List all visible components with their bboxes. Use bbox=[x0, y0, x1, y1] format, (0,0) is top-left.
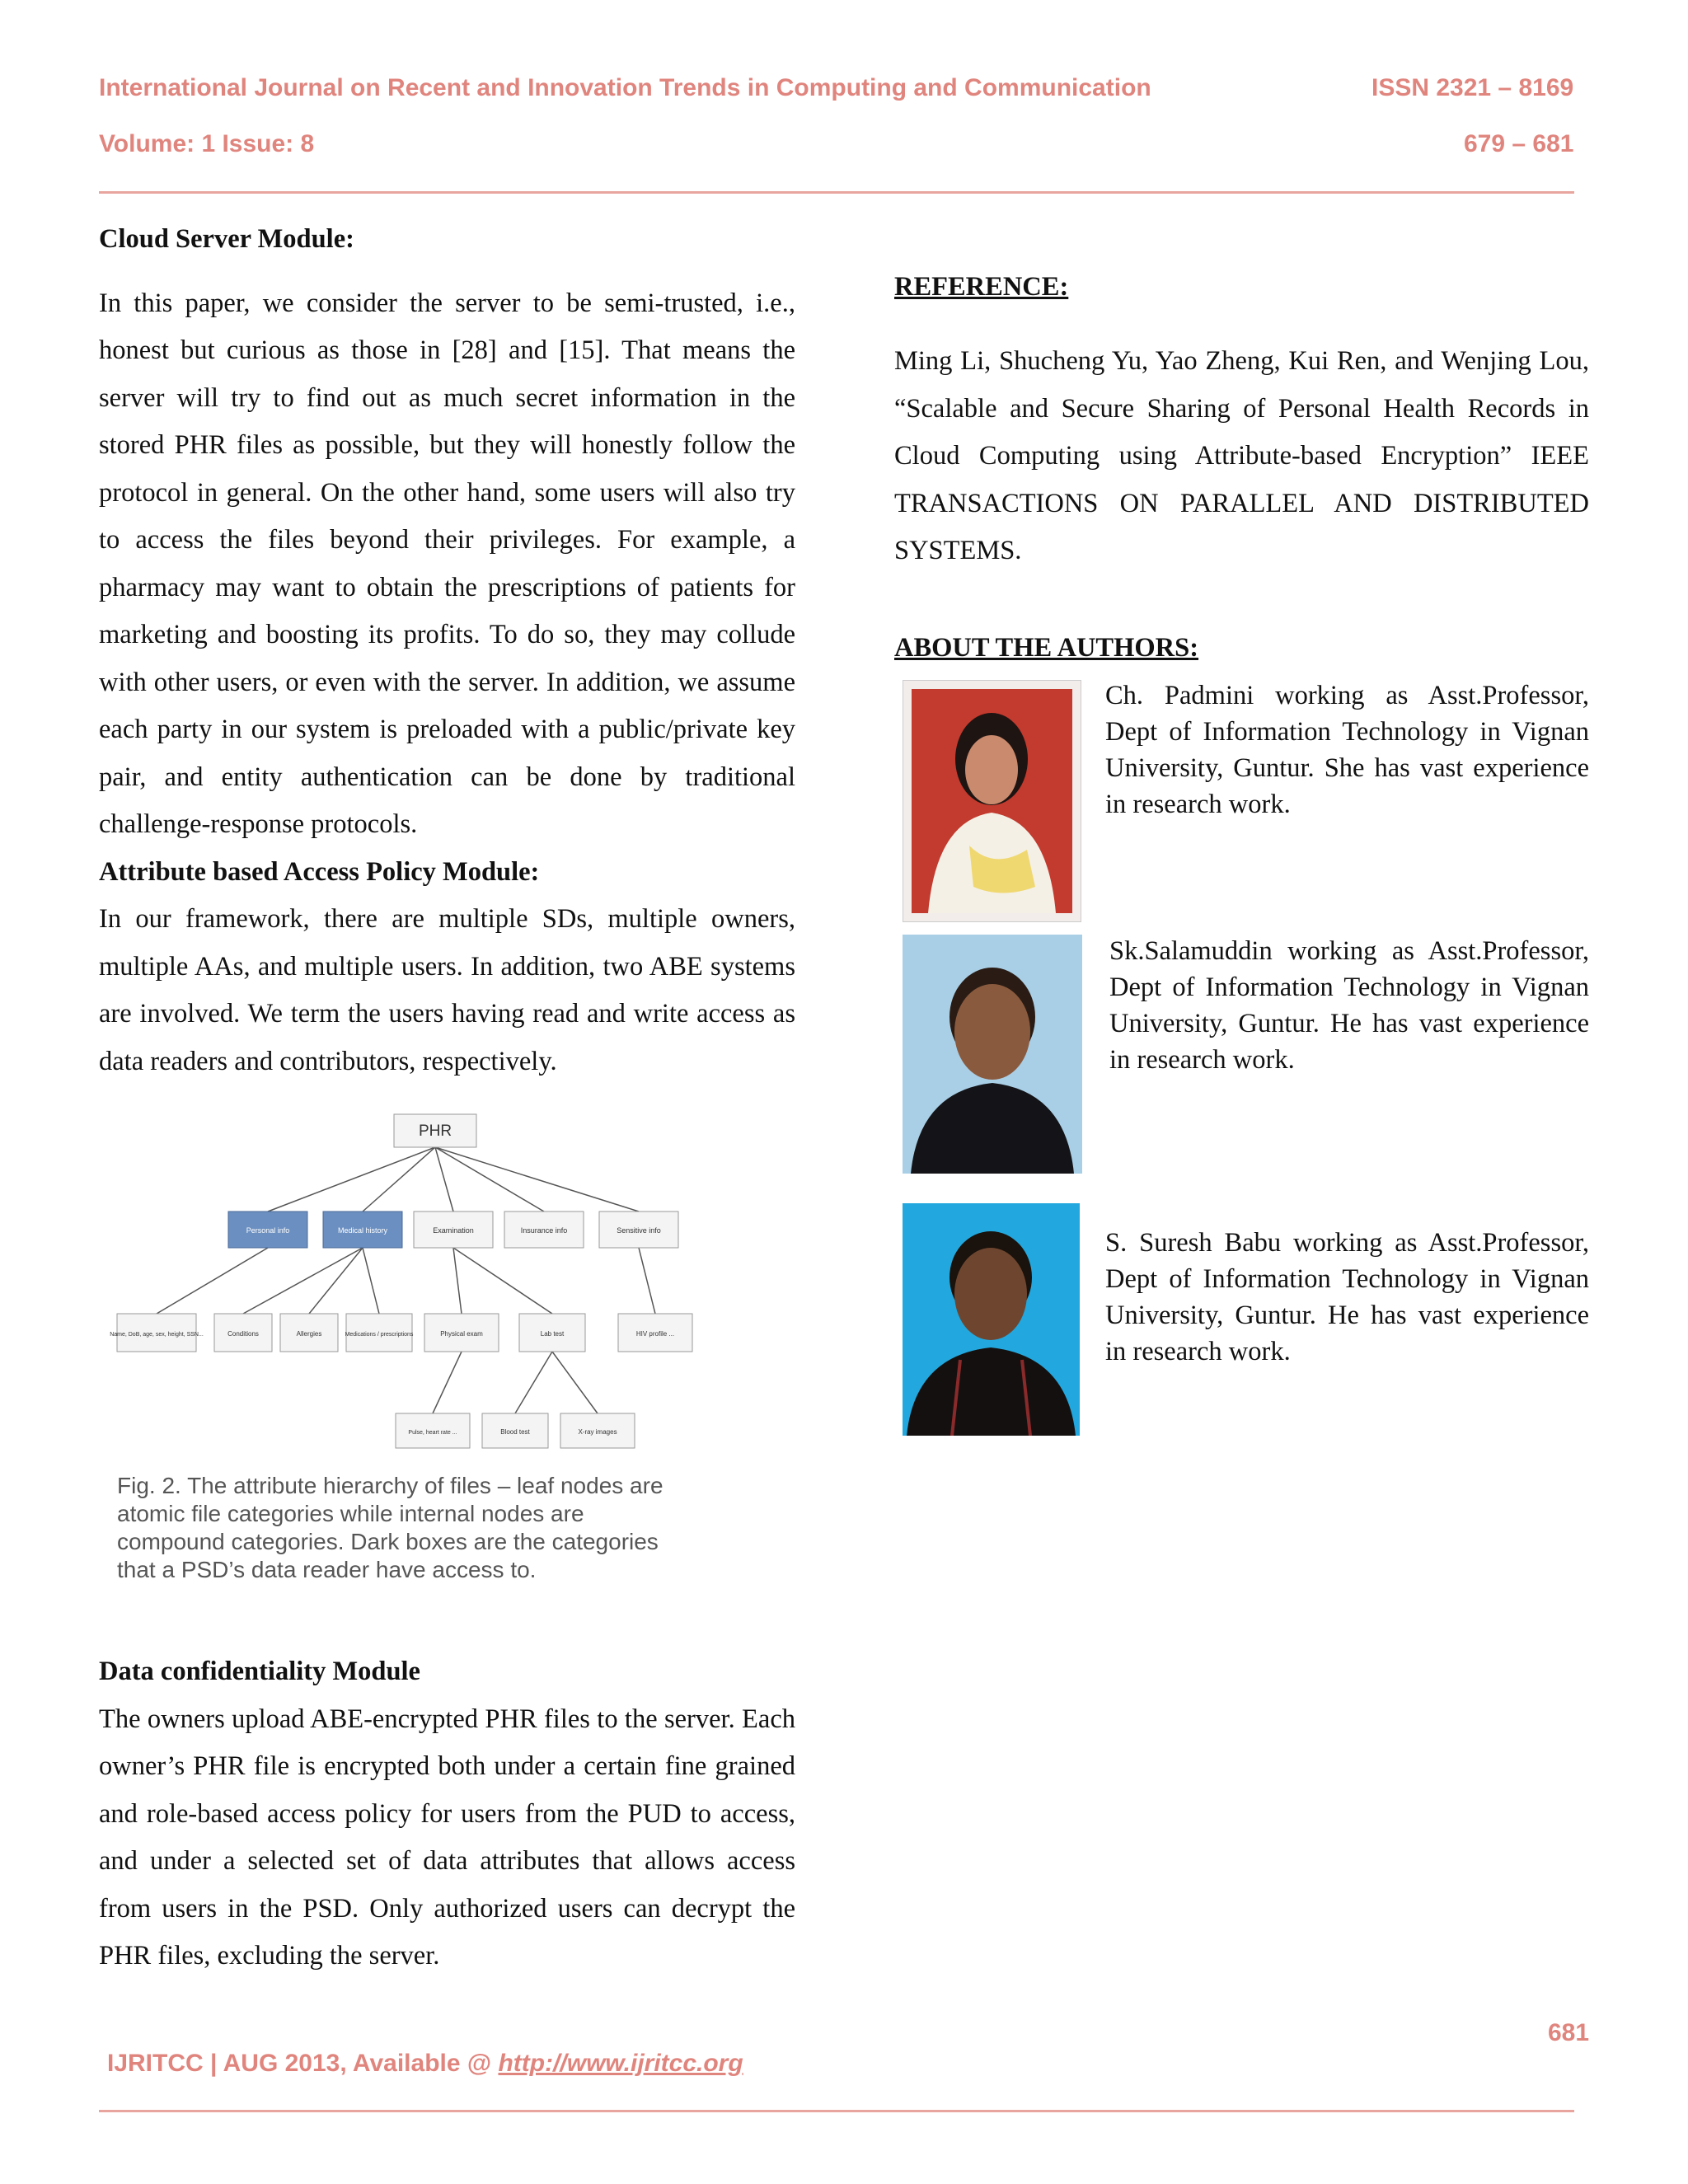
node-blood-test-label: Blood test bbox=[500, 1428, 530, 1436]
left-column-bottom bbox=[99, 1648, 795, 1980]
node-physical-exam-label: Physical exam bbox=[440, 1330, 483, 1338]
author-bio-suresh-babu: S. Suresh Babu working as Asst.Professor, Dept of Information Technology in Vignan University, Guntur. He has vast experience in research work. bbox=[1105, 1228, 1589, 1366]
attribute-hierarchy-figure bbox=[107, 1104, 717, 1459]
abe-module-title: Attribute based Access Policy Module: bbox=[99, 856, 540, 887]
issn: ISSN 2321 – 8169 bbox=[1372, 74, 1574, 101]
left-column-top bbox=[99, 216, 795, 1085]
node-sensitive-info-label: Sensitive info bbox=[617, 1226, 661, 1235]
node-allergies-label: Allergies bbox=[296, 1330, 322, 1338]
author-bio-salamuddin: Sk.Salamuddin working as Asst.Professor, Dept of Information Technology in Vignan University, Guntur. He has vast experience in research work. bbox=[1109, 936, 1589, 1075]
cloud-server-text: In this paper, we consider the server to be semi-trusted, i.e., honest but curious as those in [28] and [15]. That means the server will try to find out as much secret information in the stored PHR files as possible, but they will honestly follow the protocol in general. On the other hand, some users will also try to access the files beyond their privileges. For example, a pharmacy may want to obtain the prescriptions of patients for marketing and boosting its profits. To do so, they may collude with other users, or even with the server. In addition, we assume each party in our system is preloaded with a public/private key pair, and entity authentication can be done by traditional challenge-response protocols. bbox=[99, 288, 795, 839]
volume-issue: Volume: 1 Issue: 8 bbox=[99, 130, 315, 157]
node-pulse-label: Pulse, heart rate ... bbox=[408, 1430, 457, 1436]
cloud-server-title: Cloud Server Module: bbox=[99, 224, 354, 254]
footer-text bbox=[107, 2050, 743, 2078]
header-rule bbox=[99, 191, 1574, 194]
author-photo-padmini bbox=[903, 680, 1081, 922]
footer-rule bbox=[99, 2110, 1574, 2112]
node-hiv-profile-label: HIV profile ... bbox=[635, 1330, 675, 1338]
node-demographics-label: Name, DoB, age, sex, height, SSN... bbox=[110, 1332, 204, 1338]
data-confidentiality-title: Data confidentiality Module bbox=[99, 1657, 420, 1686]
node-examination-label: Examination bbox=[433, 1226, 474, 1235]
author-bio-padmini: Ch. Padmini working as Asst.Professor, Dept of Information Technology in Vignan University, Guntur. She has vast experience in research work. bbox=[1105, 681, 1589, 819]
node-medical-history-label: Medical history bbox=[337, 1226, 388, 1235]
footer-page-number: 681 bbox=[1548, 2019, 1590, 2046]
page-range: 679 – 681 bbox=[1464, 130, 1574, 157]
journal-title: International Journal on Recent and Innovation Trends in Computing and Communication bbox=[99, 74, 1151, 101]
author-photo-suresh-babu bbox=[903, 1203, 1080, 1436]
footer-label: IJRITCC | AUG 2013, Available @ bbox=[107, 2050, 499, 2077]
node-root-label: PHR bbox=[418, 1122, 452, 1140]
node-lab-test-label: Lab test bbox=[540, 1330, 565, 1338]
figure-caption: Fig. 2. The attribute hierarchy of files – leaf nodes are atomic file categories while internal nodes are compound categories. Dark boxes are the categories that a PSD’s data reader have access to. bbox=[117, 1473, 663, 1582]
node-personal-info-label: Personal info bbox=[246, 1226, 290, 1235]
footer-link[interactable]: http://www.ijritcc.org bbox=[498, 2050, 743, 2077]
node-insurance-info-label: Insurance info bbox=[520, 1226, 568, 1235]
node-conditions-label: Conditions bbox=[227, 1330, 259, 1338]
node-medications-label: Medications / prescriptions bbox=[345, 1332, 414, 1338]
authors-title: ABOUT THE AUTHORS: bbox=[894, 633, 1199, 663]
data-confidentiality-text: The owners upload ABE-encrypted PHR files to the server. Each owner’s PHR file is encrypted both under a certain fine grained and role-based access policy for users from the PUD to access, and under a selected set of data attributes that allows access from users in the PSD. Only authorized users can decrypt the PHR files, excluding the server. bbox=[99, 1704, 795, 1971]
reference-title: REFERENCE: bbox=[894, 272, 1069, 302]
author-photo-salamuddin bbox=[903, 935, 1082, 1174]
reference-text: Ming Li, Shucheng Yu, Yao Zheng, Kui Ren, and Wenjing Lou, “Scalable and Secure Sharing of Personal Health Records in Cloud Computing using Attribute-based Encryption” IEEE TRANSACTIONS ON PARALLEL AND DISTRIBUTED SYSTEMS. bbox=[894, 346, 1589, 565]
node-xray-label: X-ray images bbox=[578, 1428, 617, 1436]
abe-module-text: In our framework, there are multiple SDs, multiple owners, multiple AAs, and multiple users. In addition, two ABE systems are involved. We term the users having read and write access as data readers and contributors, respectively. bbox=[99, 904, 795, 1076]
